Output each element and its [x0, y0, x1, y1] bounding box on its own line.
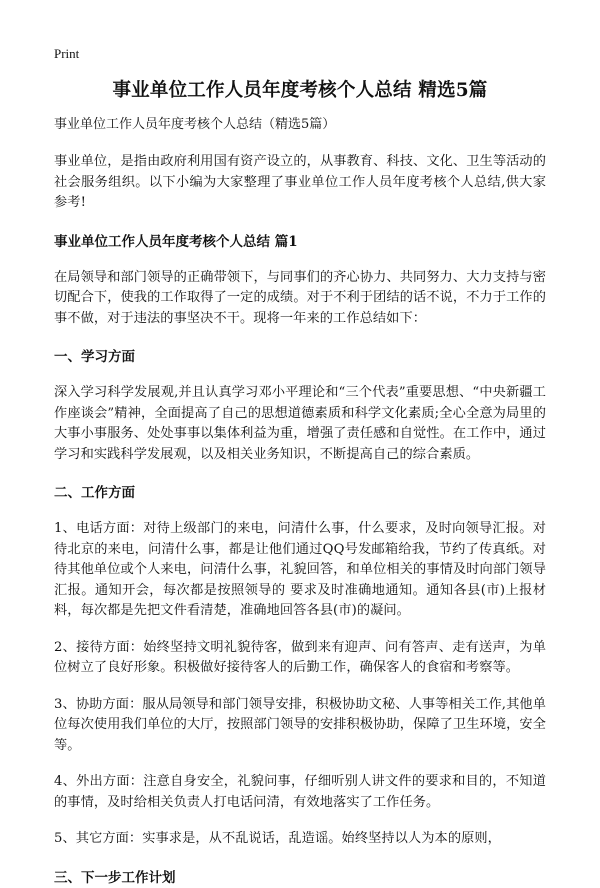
- work-item-assistance: 3、协助方面：服从局领导和部门领导安排，积极协助文秘、人事等相关工作,其他单位每次使用我们单位的大厅，按照部门领导的安排积极协助，保障了卫生环境，安全等。: [54, 696, 546, 753]
- work-item-outing: 4、外出方面：注意自身安全，礼貌问事，仔细听别人讲文件的要求和目的，不知道的事情，及时给相关负责人打电话问清，有效地落实了工作任务。: [54, 774, 546, 810]
- document-title: 事业单位工作人员年度考核个人总结 精选5篇: [112, 80, 488, 101]
- print-label: Print: [54, 46, 80, 61]
- article-heading: 事业单位工作人员年度考核个人总结 篇1: [54, 233, 298, 250]
- section-heading-study: 一、学习方面: [54, 349, 135, 365]
- document-subtitle: 事业单位工作人员年度考核个人总结（精选5篇）: [54, 117, 336, 132]
- intro-paragraph: 事业单位，是指由政府利用国有资产设立的，从事教育、科技、文化、卫生等活动的社会服务组织。以下小编为大家整理了事业单位工作人员年度考核个人总结,供大家参考!: [54, 154, 546, 210]
- work-item-reception: 2、接待方面：始终坚持文明礼貌待客，做到来有迎声、问有答声、走有送声，为单位树立了良好形象。积极做好接待客人的后勤工作，确保客人的食宿和考察等。: [54, 639, 546, 675]
- work-item-phone: 1、电话方面：对待上级部门的来电，问清什么事，什么要求，及时向领导汇报。对待北京的来电，问清什么事，都是让他们通过QQ号发邮箱给我，节约了传真纸。对待其他单位或个人来电，问清什么事，礼貌回答，和单位相关的事情及时向部门领导汇报。通知开会，每次都是按照领导的 要求及时准确地通知。通知各县(市)上报材料，每次都是先把文件看清楚，准确地回答各县(市)的凝问。: [54, 521, 546, 618]
- article-intro-paragraph: 在局领导和部门领导的正确带领下，与同事们的齐心协力、共同努力、大力支持与密切配合下，使我的工作取得了一定的成绩。对于不利于团结的话不说，不力于工作的事不做，对于违法的事坚决不干。现将一年来的工作总结如下：: [54, 269, 546, 326]
- section-heading-work: 二、工作方面: [54, 485, 135, 501]
- section-study-paragraph: 深入学习科学发展观,并且认真学习邓小平理论和“三个代表”重要思想、“中央新疆工作座谈会”精神，全面提高了自己的思想道德素质和科学文化素质;全心全意为局里的大事小事服务、处处事事以集体利益为重，增强了责任感和自觉性。在工作中，通过学习和实践科学发展观，以及相关业务知识，不断提高自己的综合素质。: [54, 385, 546, 462]
- section-heading-next-plan: 三、下一步工作计划: [54, 869, 176, 886]
- work-item-other: 5、其它方面：实事求是，从不乱说话，乱造谣。始终坚持以人为本的原则，: [54, 831, 501, 846]
